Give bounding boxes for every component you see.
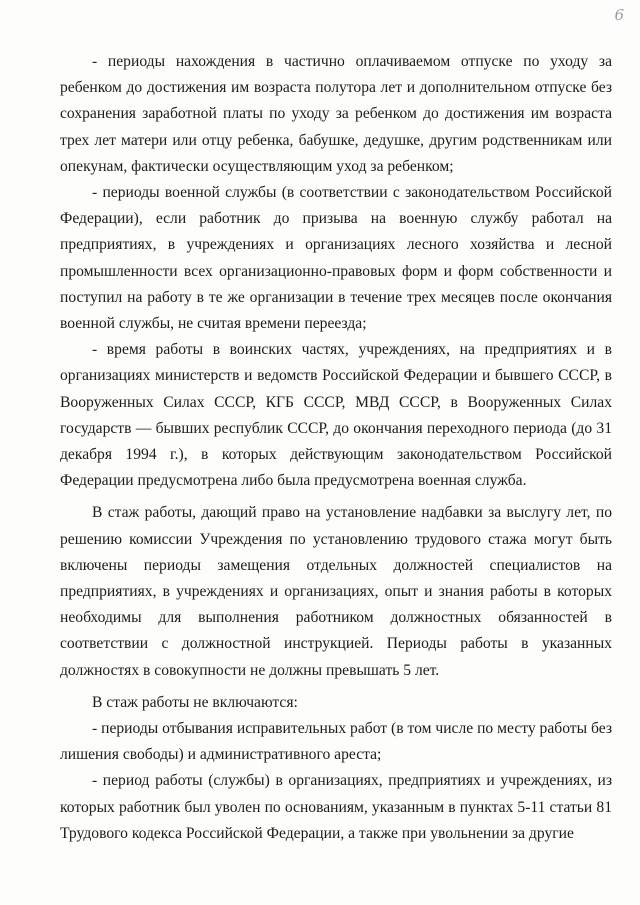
- paragraph-parental-leave: - периоды нахождения в частично оплачиваемом отпуске по уходу за ребенком до достижения им возраста полутора лет и дополнительном отпуске без сохранения заработной платы по уходу за ребенком до достижения им возраста трех лет матери или отцу ребенка, бабушке, дедушке, другим родственникам или опекунам, фактически осуществляющим уход за ребенком;: [60, 53, 612, 175]
- paragraph-correctional-work: - периоды отбывания исправительных работ (в том числе по месту работы без лишения свободы) и административного ареста;: [60, 720, 612, 764]
- paragraph-military-service: - периоды военной службы (в соответствии с законодательством Российской Федерации), если работник до призыва на военную службу работал на предприятиях, в учреждениях и организациях лесного хозяйства и лесной промышленности всех организационно-правовых форм и форм собственности и поступил на работу в те же организации в течение трех месяцев после окончания военной службы, не считая времени переезда;: [60, 184, 612, 333]
- paragraph-military-units: - время работы в воинских частях, учреждениях, на предприятиях и в организациях министерств и ведомств Российской Федерации и бывшего СССР, в Вооруженных Силах СССР, КГБ СССР, МВД СССР, в Вооруженных Силах государств — бывших республик СССР, до окончания переходного периода (до 31 декабря 1994 г.), в которых действующим законодательством Российской Федерации предусмотрена либо была предусмотрена военная служба.: [60, 341, 612, 490]
- paragraph-commission-decision: В стаж работы, дающий право на установление надбавки за выслугу лет, по решению комиссии Учреждения по установлению трудового стажа могут быть включены периоды замещения отдельных должностей специалистов на предприятиях, в учреждениях и организациях, опыт и знания работы в которых необходимы для выполнения работником должностных обязанностей в соответствии с должностной инструкцией. Периоды работы в указанных должностях в совокупности не должны превышать 5 лет.: [60, 504, 612, 679]
- page-number: 6: [614, 6, 624, 24]
- document-body: [60, 49, 612, 847]
- paragraph-not-included-heading: В стаж работы не включаются:: [92, 693, 298, 711]
- paragraph-dismissal-periods: - период работы (службы) в организациях, предприятиях и учреждениях, из которых работник был уволен по основаниям, указанным в пунктах 5-11 статьи 81 Трудового кодекса Российской Федерации, а также при увольнении за другие: [60, 772, 612, 842]
